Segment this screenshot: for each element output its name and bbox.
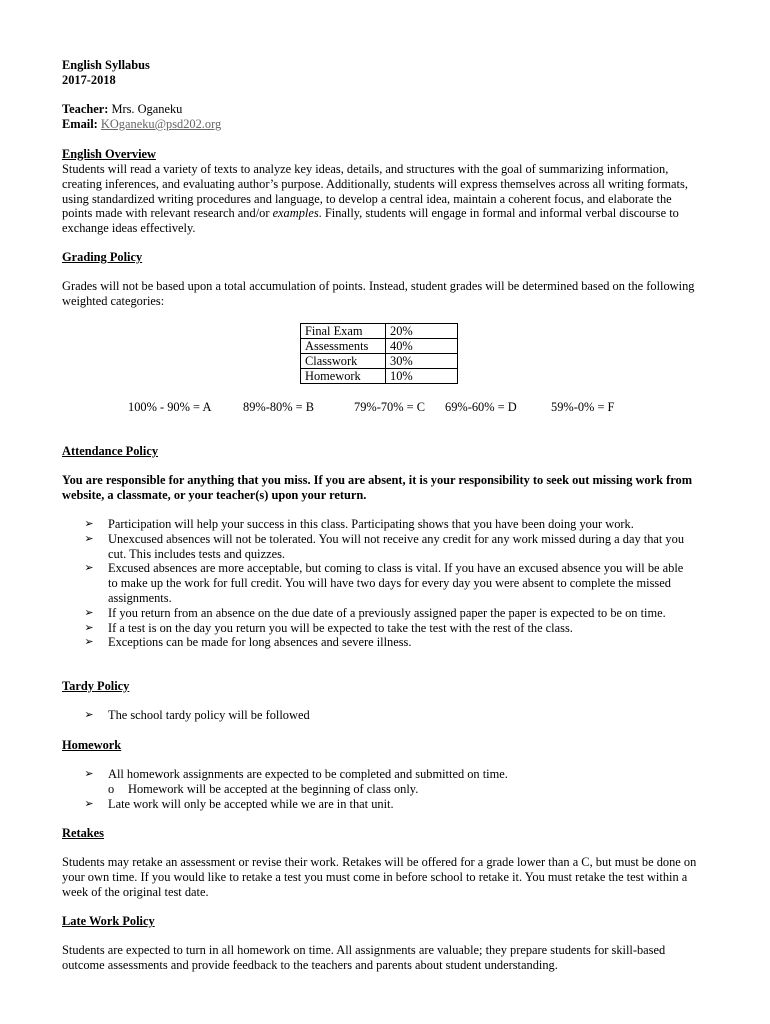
attendance-item [82, 561, 692, 605]
attendance-heading: Attendance Policy [62, 444, 159, 458]
circle-bullet-icon: o [108, 781, 115, 796]
attendance-item-text: Participation will help your success in this class. Participating shows that you have been doing your work. [108, 517, 634, 531]
attendance-item [82, 532, 692, 562]
weight-category: Classwork [301, 354, 386, 369]
attendance-item-text: If you return from an absence on the due date of a previously assigned paper the paper is expected to be on time. [108, 605, 666, 620]
attendance-list [82, 517, 692, 650]
arrow-bullet-icon: ➢ [84, 796, 94, 810]
teacher-line [62, 102, 182, 117]
weights-row [301, 324, 458, 339]
document-title: English Syllabus [62, 58, 150, 72]
weight-percent: 30% [386, 354, 458, 369]
weight-percent: 10% [386, 369, 458, 384]
arrow-bullet-icon: ➢ [84, 635, 94, 649]
arrow-bullet-icon: ➢ [84, 708, 94, 721]
weight-category: Homework [301, 369, 386, 384]
arrow-bullet-icon: ➢ [84, 517, 94, 530]
homework-item [82, 767, 692, 782]
attendance-item [82, 635, 692, 650]
email-label: Email: [62, 117, 98, 131]
weights-row [301, 339, 458, 354]
attendance-item-text: Exceptions can be made for long absences and severe illness. [108, 635, 412, 650]
overview-text-italic: examples [272, 206, 319, 221]
weight-category: Assessments [301, 339, 386, 354]
overview-text-end: . Finally, students will engage in formal and informal verbal discourse to exchange ideas effectively. [62, 206, 679, 236]
homework-list [82, 767, 692, 811]
grade-scale [0, 400, 770, 416]
tardy-heading: Tardy Policy [62, 679, 130, 693]
teacher-label: Teacher: [62, 102, 109, 116]
grade-scale-c: 79%-70% = C [354, 400, 425, 414]
weights-table [300, 323, 458, 384]
weights-row [301, 354, 458, 369]
grading-intro: Grades will not be based upon a total accumulation of points. Instead, student grades will be determined based on the following weighted categories: [62, 279, 695, 308]
grade-scale-d: 69%-60% = D [445, 400, 517, 414]
homework-item [82, 797, 692, 812]
arrow-bullet-icon: ➢ [84, 767, 94, 780]
arrow-bullet-icon: ➢ [84, 561, 94, 575]
weight-percent: 40% [386, 339, 458, 354]
attendance-item-text: Unexcused absences will not be tolerated. You will not receive any credit for any work missed during a day that you cut. This includes tests and quizzes. [108, 531, 685, 561]
homework-heading: Homework [62, 738, 122, 752]
tardy-list [82, 708, 692, 723]
homework-item-text: All homework assignments are expected to be completed and submitted on time. [108, 767, 508, 781]
school-year: 2017-2018 [62, 73, 116, 87]
grading-heading: Grading Policy [62, 250, 143, 264]
tardy-item [82, 708, 692, 723]
homework-item-text: Late work will only be accepted while we are in that unit. [108, 796, 394, 811]
overview-text-part: Students will read a variety of texts to analyze key ideas, details, and structures with the goal of summarizing information, creating inferences, and evaluating author’s purpose. Additionally, students will express themselves across all writing formats, using standardized writing procedures and language, to develop a central idea, maintain a coherent focus, and elaborate the points made with relevant research and/or [62, 162, 688, 221]
late-work-text: Students are expected to turn in all homework on time. All assignments are valuable; they prepare students for skill-based outcome assessments and provide feedback to the teachers and parents about student understanding. [62, 943, 666, 972]
overview-text [62, 162, 698, 236]
attendance-item [82, 606, 692, 621]
attendance-item [82, 517, 692, 532]
attendance-item-text: Excused absences are more acceptable, but coming to class is vital. If you have an excused absence you will be able to make up the work for full credit. You will have two days for every day you were absent to complete the missed assignments. [108, 561, 684, 605]
email-line [62, 117, 221, 132]
teacher-name: Mrs. Oganeku [111, 102, 183, 116]
attendance-item-text: If a test is on the day you return you will be expected to take the test with the rest of the class. [108, 620, 573, 635]
grade-scale-f: 59%-0% = F [551, 400, 615, 414]
retakes-text: Students may retake an assessment or revise their work. Retakes will be offered for a grade lower than a C, but must be done on your own time. If you would like to retake a test you must come in before school to retake it. You must retake the test within a week of the original test date. [62, 855, 697, 899]
grade-scale-b: 89%-80% = B [243, 400, 314, 414]
weights-row [301, 369, 458, 384]
overview-heading: English Overview [62, 147, 156, 161]
late-work-heading: Late Work Policy [62, 914, 155, 928]
attendance-notice: You are responsible for anything that you miss. If you are absent, it is your responsibility to seek out missing work from website, a classmate, or your teacher(s) upon your return. [62, 473, 693, 502]
homework-subitem [82, 782, 692, 797]
email-link[interactable]: KOganeku@psd202.org [100, 117, 222, 131]
arrow-bullet-icon: ➢ [84, 605, 94, 619]
retakes-heading: Retakes [62, 826, 104, 840]
weight-percent: 20% [386, 324, 458, 339]
homework-subitem-text: Homework will be accepted at the beginning of class only. [128, 781, 419, 796]
arrow-bullet-icon: ➢ [84, 620, 94, 634]
weight-category: Final Exam [301, 324, 386, 339]
grade-scale-a: 100% - 90% = A [128, 400, 212, 414]
attendance-item [82, 621, 692, 636]
tardy-item-text: The school tardy policy will be followed [108, 708, 310, 722]
weights-table-body [301, 324, 458, 384]
arrow-bullet-icon: ➢ [84, 531, 94, 545]
